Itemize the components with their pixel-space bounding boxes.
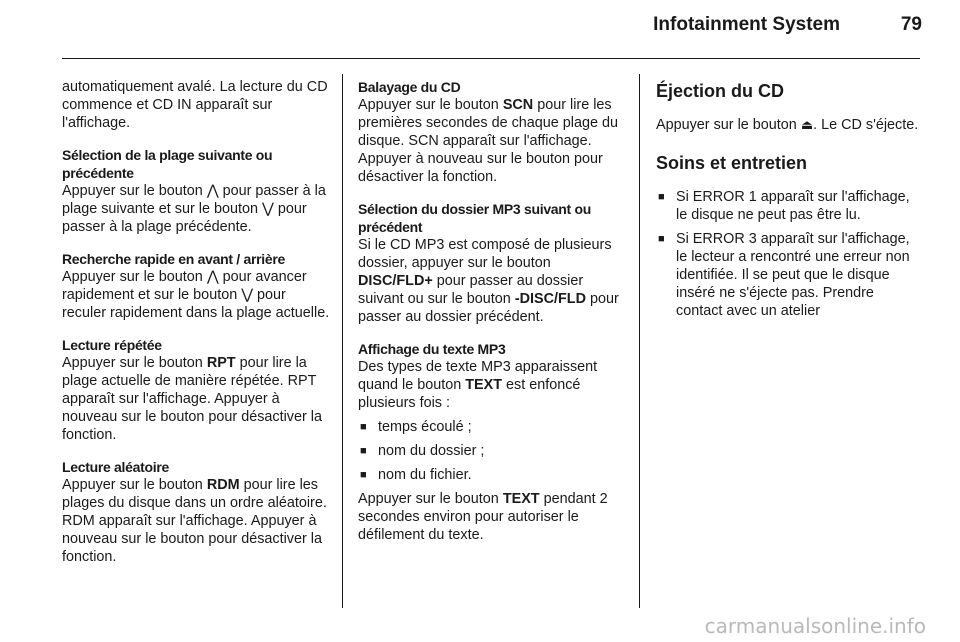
text-run: Appuyer sur le bouton [62, 183, 207, 199]
button-label: DISC/FLD+ [358, 273, 433, 289]
bullet-list [358, 418, 626, 484]
list-item [656, 230, 924, 320]
button-label: SCN [502, 97, 534, 113]
text-run: Appuyer sur le bouton [62, 477, 207, 493]
column-2 [358, 78, 626, 558]
text-run: Appuyer sur le bouton [62, 355, 207, 371]
button-label: TEXT [502, 491, 540, 507]
section-heading: Soins et entretien [656, 153, 808, 173]
bullet-list [656, 188, 924, 320]
section-heading: Lecture répétée [62, 337, 162, 353]
text-run: pendant 2 secondes environ pour autoriser le défilement du texte. [358, 491, 608, 543]
column-3 [656, 80, 924, 326]
text-run: pour lire les plages du disque dans un ordre aléatoire. RDM apparaît sur l'affichage. Appuyer à nouveau sur le bouton pour désactiver la fonction. [62, 477, 327, 565]
text-run: pour lire la plage actuelle de manière répétée. RPT apparaît sur l'affichage. Appuyer à nouveau sur le bouton pour désactiver la fonction. [62, 355, 323, 443]
text-run: pour passer au dossier précédent. [358, 291, 619, 325]
text-run: Si le CD MP3 est composé de plusieurs dossier, appuyer sur le bouton [358, 237, 612, 271]
text-run: pour passer à la plage suivante et sur le bouton [62, 183, 326, 217]
column-1 [62, 78, 330, 580]
button-label: RDM [206, 477, 240, 493]
text-run: pour lire les premières secondes de chaque plage du disque. SCN apparaît sur l'affichage. Appuyer à nouveau sur le bouton pour désactiver la fonction. [358, 97, 619, 185]
text-run: Appuyer sur le bouton [358, 97, 503, 113]
eject-icon: ⏏ [800, 117, 814, 132]
section-body [62, 476, 330, 566]
text-run: pour reculer rapidement dans la plage actuelle. [62, 287, 330, 321]
header-title: Infotainment System [653, 14, 840, 35]
text-run: pour avancer rapidement et sur le bouton [62, 269, 307, 303]
section-body [358, 358, 626, 412]
section-heading: Affichage du texte MP3 [358, 341, 506, 357]
header-rule [62, 58, 920, 59]
page-number: 79 [900, 14, 922, 35]
bullet-icon: ■ [360, 469, 367, 481]
section-heading: Recherche rapide en avant / arrière [62, 251, 285, 267]
list-item-text: nom du fichier. [378, 467, 472, 483]
section-body [62, 268, 330, 322]
section-heading: Balayage du CD [358, 79, 461, 95]
bullet-icon: ■ [360, 445, 367, 457]
chevron-up-icon: ⋀ [206, 183, 219, 199]
text-run: . Le CD s'éjecte. [813, 117, 919, 133]
text-run: Des types de texte MP3 apparaissent quand le bouton [358, 359, 598, 393]
list-item-text: temps écoulé ; [378, 419, 472, 435]
list-item-text: Si ERROR 3 apparaît sur l'affichage, le lecteur a rencontré une erreur non identifiée. Il se peut que le disque inséré ne s'éjecte pas. Prendre contact avec un atelier [676, 231, 910, 319]
text-run: est enfoncé plusieurs fois : [358, 377, 581, 411]
section-heading: Lecture aléatoire [62, 459, 169, 475]
section-heading: Sélection de la plage suivante ou précédente [62, 147, 273, 181]
button-label: -DISC/FLD [514, 291, 586, 307]
chevron-down-icon: ⋁ [262, 201, 274, 217]
text-run: pour passer au dossier suivant ou sur le bouton [358, 273, 584, 307]
section-body [358, 490, 626, 544]
list-item [358, 466, 626, 484]
text-run: Appuyer sur le bouton [358, 491, 503, 507]
chevron-down-icon: ⋁ [241, 287, 254, 303]
column-divider-1 [342, 74, 343, 608]
bullet-icon: ■ [658, 233, 665, 245]
watermark: carmanualsonline.info [704, 614, 926, 638]
button-label: RPT [206, 355, 236, 371]
section-body [62, 354, 330, 444]
section-body [358, 236, 626, 326]
list-item [656, 188, 924, 224]
section-body [358, 96, 626, 186]
text-run: pour passer à la plage précédente. [62, 201, 307, 235]
column-divider-2 [639, 74, 640, 608]
list-item [358, 442, 626, 460]
button-label: TEXT [465, 377, 503, 393]
intro-paragraph: automatiquement avalé. La lecture du CD commence et CD IN apparaît sur l'affichage. [62, 79, 328, 131]
section-heading: Éjection du CD [656, 81, 785, 101]
text-run: Appuyer sur le bouton [656, 117, 801, 133]
list-item-text: Si ERROR 1 apparaît sur l'affichage, le disque ne peut pas être lu. [676, 189, 910, 223]
section-heading: Sélection du dossier MP3 suivant ou précédent [358, 201, 591, 235]
list-item-text: nom du dossier ; [378, 443, 485, 459]
bullet-icon: ■ [658, 191, 665, 203]
chevron-up-icon: ⋀ [206, 269, 219, 285]
bullet-icon: ■ [360, 421, 367, 433]
text-run: Appuyer sur le bouton [62, 269, 207, 285]
section-body [62, 182, 330, 236]
section-body [656, 116, 924, 134]
list-item [358, 418, 626, 436]
